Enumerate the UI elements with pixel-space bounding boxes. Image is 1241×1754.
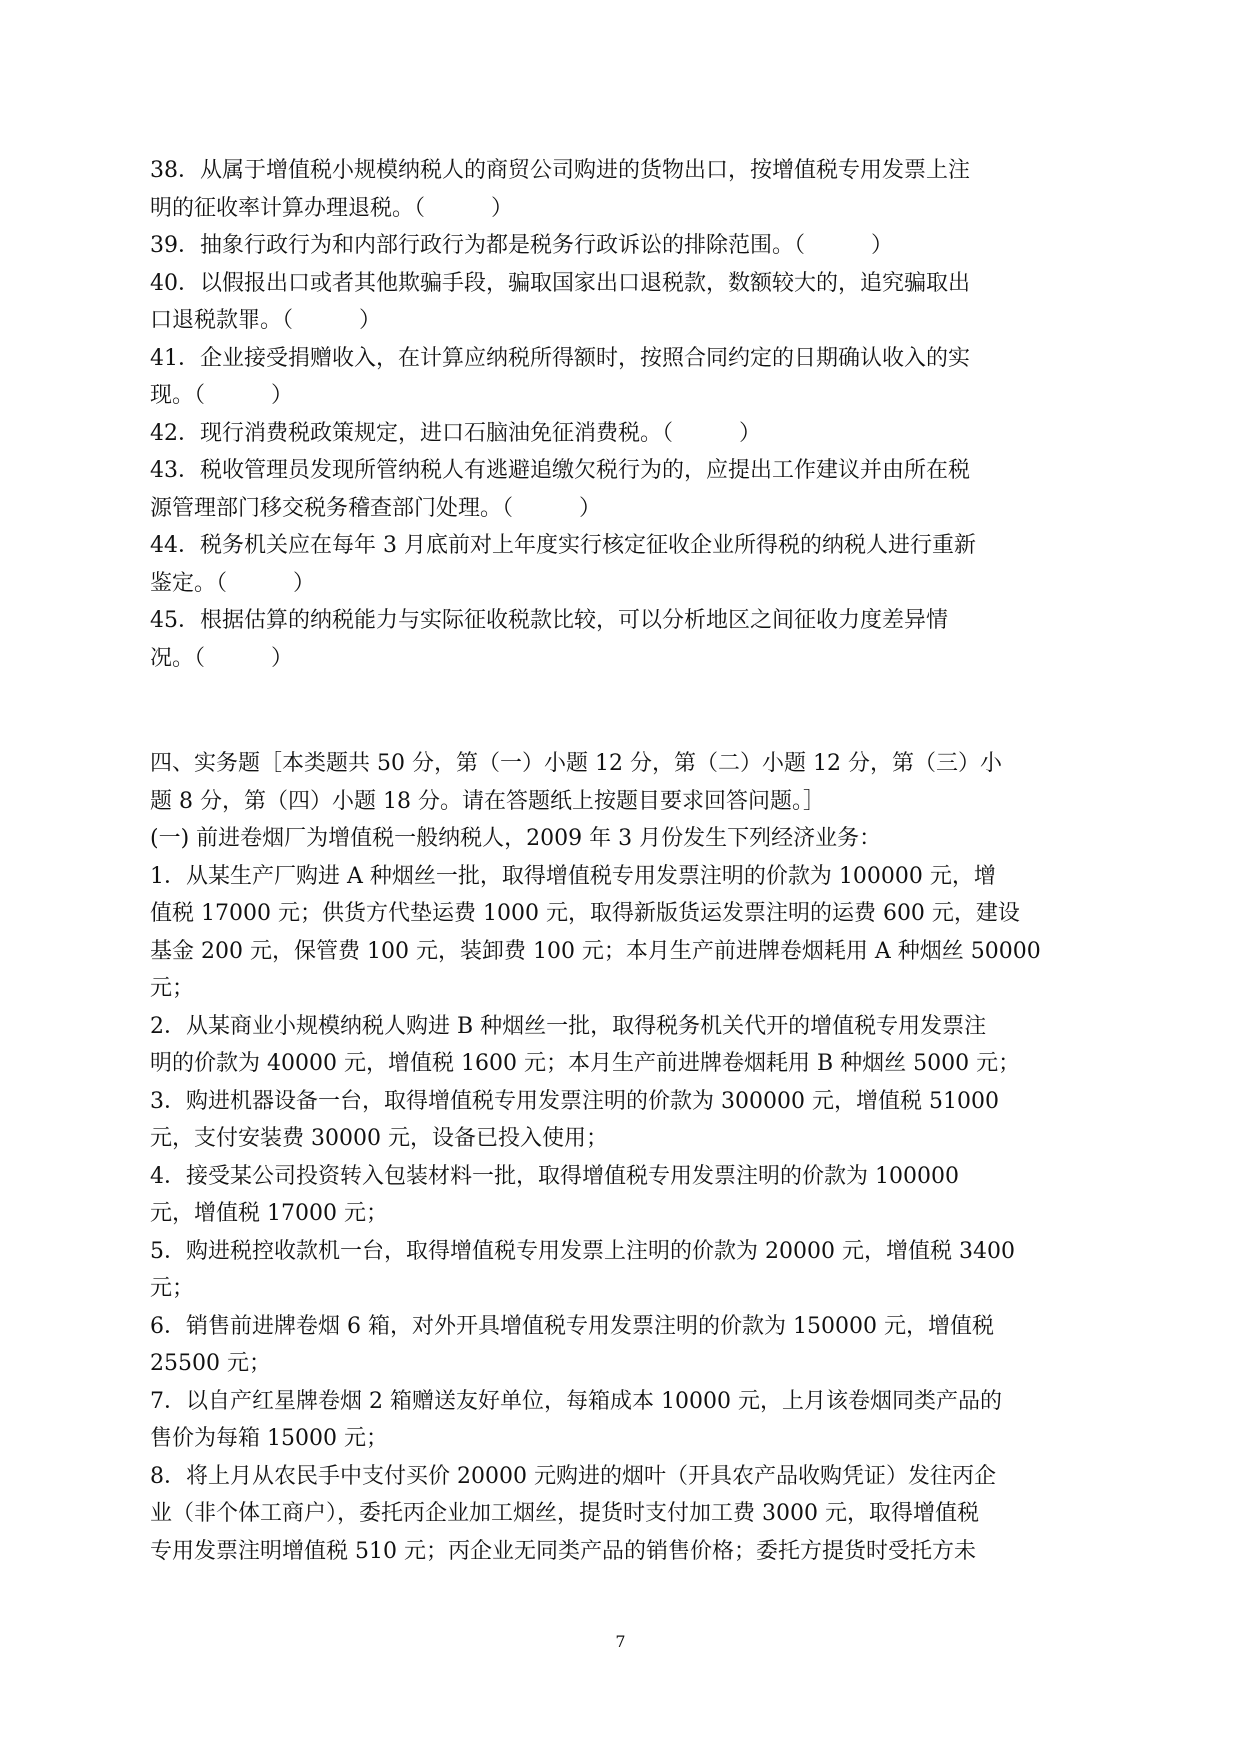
question: [150, 452, 1090, 527]
business-item-line: 专用发票注明增值税 510 元；丙企业无同类产品的销售价格；委托方提货时受托方未: [150, 1538, 976, 1564]
page-number: 7: [615, 1632, 626, 1651]
question-line: 明的征收率计算办理退税。（ ）: [150, 195, 514, 221]
business-item-line: 3．购进机器设备一台，取得增值税专用发票注明的价款为 300000 元，增值税 51000: [150, 1088, 999, 1114]
business-item: [150, 1008, 1090, 1083]
business-item: [150, 1083, 1090, 1158]
business-item-line: 25500 元；: [150, 1351, 271, 1376]
business-item-line: 售价为每箱 15000 元；: [150, 1426, 388, 1451]
question-line: 39．抽象行政行为和内部行政行为都是税务行政诉讼的排除范围。（ ）: [150, 233, 893, 258]
question-line: 43．税收管理员发现所管纳税人有逃避追缴欠税行为的，应提出工作建议并由所在税: [150, 458, 970, 483]
business-item-line: 元；: [150, 1276, 195, 1301]
question-line: 40．以假报出口或者其他欺骗手段，骗取国家出口退税款，数额较大的，追究骗取出: [150, 270, 970, 296]
question-line: 鉴定。（ ）: [150, 570, 316, 596]
business-item-line: 元；: [150, 976, 195, 1001]
business-item-line: 1．从某生产厂购进 A 种烟丝一批，取得增值税专用发票注明的价款为 100000 元，增: [150, 863, 996, 889]
section-intro: (一) 前进卷烟厂为增值税一般纳税人，2009 年 3 月份发生下列经济业务：: [150, 826, 882, 851]
business-item-line: 7．以自产红星牌卷烟 2 箱赠送友好单位，每箱成本 10000 元，上月该卷烟同类产品的: [150, 1388, 1002, 1414]
business-item-line: 值税 17000 元；供货方代垫运费 1000 元，取得新版货运发票注明的运费 600 元，建设: [150, 901, 1020, 926]
page-content: [150, 152, 1090, 1570]
business-item-line: 6．销售前进牌卷烟 6 箱，对外开具增值税专用发票注明的价款为 150000 元，增值税: [150, 1313, 994, 1339]
question-line: 口退税款罪。（ ）: [150, 308, 382, 333]
business-item-line: 基金 200 元，保管费 100 元，装卸费 100 元；本月生产前进牌卷烟耗用 A 种烟丝 50000: [150, 938, 1041, 964]
section-title-line: 四、实务题［本类题共 50 分，第（一）小题 12 分，第（二）小题 12 分，第（三）小: [150, 751, 1002, 776]
question-line: 45．根据估算的纳税能力与实际征收税款比较，可以分析地区之间征收力度差异情: [150, 608, 948, 633]
business-item-line: 元，支付安装费 30000 元，设备已投入使用；: [150, 1126, 608, 1151]
business-item: [150, 1158, 1090, 1233]
business-item-line: 明的价款为 40000 元，增值税 1600 元；本月生产前进牌卷烟耗用 B 种烟丝 5000 元；: [150, 1051, 1021, 1076]
question: [150, 227, 1090, 265]
question: [150, 602, 1090, 677]
question: [150, 340, 1090, 415]
section-title-line: 题 8 分，第（四）小题 18 分。请在答题纸上按题目要求回答问题。］: [150, 788, 825, 814]
question-line: 42．现行消费税政策规定，进口石脑油免征消费税。（ ）: [150, 420, 761, 446]
question: [150, 152, 1090, 227]
section-gap: [150, 677, 1090, 745]
business-item: [150, 1308, 1090, 1383]
business-item-line: 5．购进税控收款机一台，取得增值税专用发票上注明的价款为 20000 元，增值税 3400: [150, 1238, 1015, 1264]
question-line: 现。（ ）: [150, 383, 294, 408]
business-item-line: 业（非个体工商户），委托丙企业加工烟丝，提货时支付加工费 3000 元，取得增值税: [150, 1501, 979, 1526]
business-item: [150, 1458, 1090, 1571]
question-line: 况。（ ）: [150, 645, 294, 671]
business-item: [150, 1233, 1090, 1308]
question-line: 源管理部门移交税务稽查部门处理。（ ）: [150, 495, 602, 521]
question: [150, 265, 1090, 340]
true-false-questions: [150, 152, 1090, 677]
business-item: [150, 1383, 1090, 1458]
question: [150, 527, 1090, 602]
section-items: [150, 858, 1090, 1571]
business-item-line: 4．接受某公司投资转入包装材料一批，取得增值税专用发票注明的价款为 100000: [150, 1163, 959, 1189]
business-item-line: 元，增值税 17000 元；: [150, 1201, 388, 1226]
practical-section: [150, 745, 1090, 1570]
business-item-line: 2．从某商业小规模纳税人购进 B 种烟丝一批，取得税务机关代开的增值税专用发票注: [150, 1013, 987, 1039]
question-line: 44．税务机关应在每年 3 月底前对上年度实行核定征收企业所得税的纳税人进行重新: [150, 533, 976, 558]
section-title: [150, 745, 1090, 820]
question: [150, 415, 1090, 453]
business-item-line: 8．将上月从农民手中支付买价 20000 元购进的烟叶（开具农产品收购凭证）发往丙企: [150, 1463, 996, 1489]
business-item: [150, 858, 1090, 1008]
question-line: 41．企业接受捐赠收入，在计算应纳税所得额时，按照合同约定的日期确认收入的实: [150, 345, 970, 371]
question-line: 38．从属于增值税小规模纳税人的商贸公司购进的货物出口，按增值税专用发票上注: [150, 158, 970, 183]
